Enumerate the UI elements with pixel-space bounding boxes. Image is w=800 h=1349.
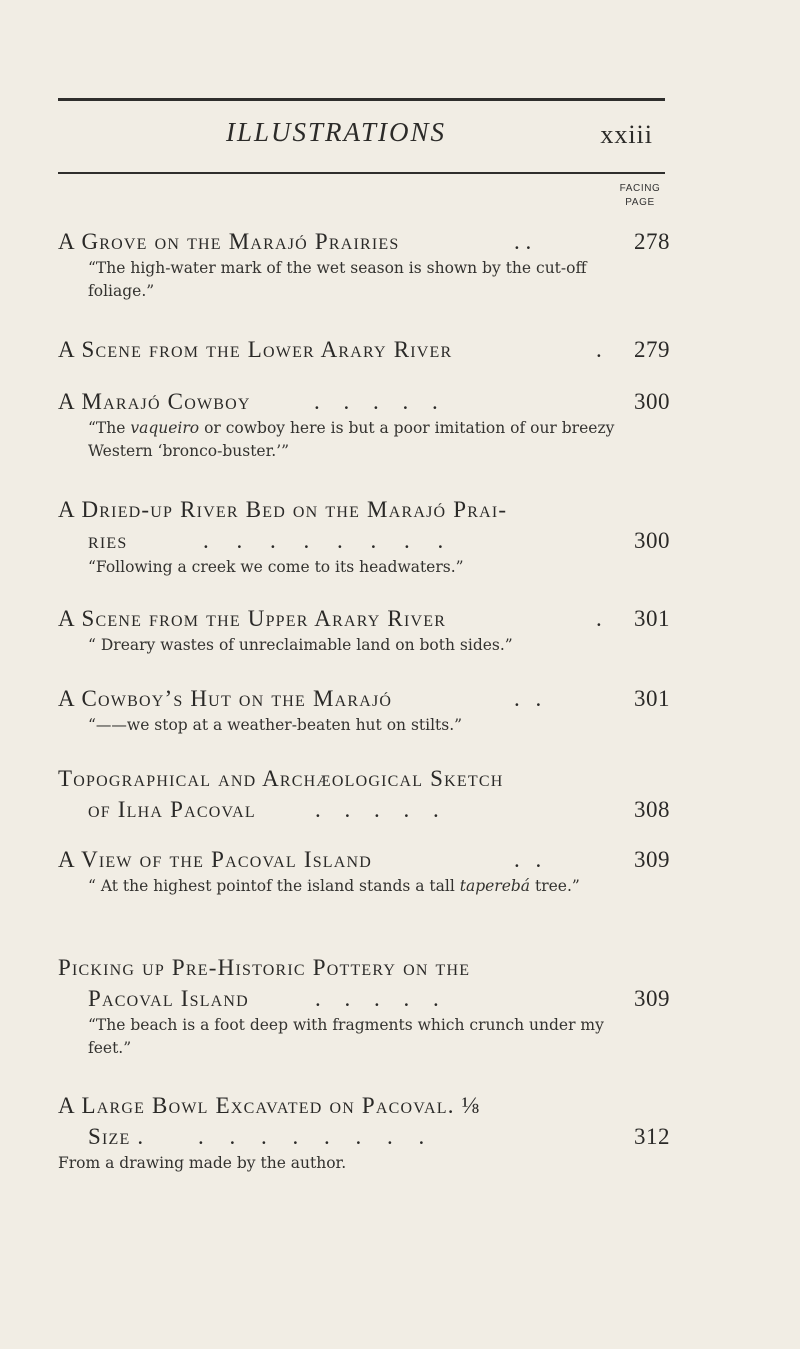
caption-text: or cowboy here is but a poor imitation of our breezy Western ‘bronco-buster.’”: [88, 419, 615, 460]
dot-leader: . .: [514, 229, 532, 254]
entry-title-cont: of Ilha Pacoval: [88, 797, 256, 822]
entry-title-line: [58, 494, 670, 525]
caption-italic: taperebá: [459, 877, 531, 895]
entry-title-line: [58, 525, 670, 556]
dot-leader: . . . . . . . .: [203, 528, 444, 553]
illustration-entry: [58, 763, 670, 825]
entry-title-cont: ries: [88, 528, 128, 553]
entry-title-line: [58, 603, 670, 634]
entry-title-cont: Pacoval Island: [88, 986, 249, 1011]
entry-caption: “The high-water mark of the wet season is shown by the cut-off foliage.”: [88, 259, 587, 300]
entry-title: A Scene from the Lower Arary River: [58, 337, 453, 362]
illustration-entry: [58, 334, 670, 365]
illustration-entry: [58, 386, 670, 463]
entry-title-line: [58, 386, 670, 417]
dot-leader: . . . . . . . .: [198, 1124, 425, 1149]
caption-italic: vaqueiro: [130, 419, 200, 437]
entry-page: 279: [634, 337, 670, 362]
dot-leader: .: [596, 337, 602, 362]
dot-leader: . . . . .: [315, 986, 439, 1011]
illustration-entry: [58, 603, 670, 657]
entry-title: A Grove on the Marajó Prairies: [58, 229, 400, 254]
caption-text: “ At the highest pointof the island stands a tall: [88, 877, 460, 895]
illustration-entry: [58, 844, 670, 898]
entry-page: 278: [634, 229, 670, 254]
running-head: ILLUSTRATIONS: [226, 117, 447, 147]
page-number: xxiii: [600, 120, 653, 149]
caption-text: “The: [88, 419, 131, 437]
illustration-entry: [58, 1090, 670, 1175]
entry-page: 301: [634, 686, 670, 711]
entry-title: Picking up Pre-Historic Pottery on the: [58, 955, 471, 980]
illustration-entry: [58, 952, 670, 1060]
dot-leader: . . . . .: [314, 389, 438, 414]
dot-leader: . .: [514, 686, 542, 711]
illustration-entry: [58, 494, 670, 579]
entry-page: 301: [634, 606, 670, 631]
entry-title-line: [58, 952, 670, 983]
caption-text: tree.”: [530, 877, 580, 895]
entry-title: A View of the Pacoval Island: [58, 847, 373, 872]
entry-caption: “ Dreary wastes of unreclaimable land on both sides.”: [88, 636, 513, 654]
facing-page-label: [612, 182, 668, 210]
entry-title-line: [58, 1090, 670, 1121]
entry-page: 309: [634, 986, 670, 1011]
illustration-entry: [58, 226, 670, 303]
entry-title: A Marajó Cowboy: [58, 389, 251, 414]
entry-page: 309: [634, 847, 670, 872]
entry-caption: “——we stop at a weather-beaten hut on stilts.”: [88, 716, 463, 734]
entry-caption: [88, 875, 650, 898]
facing-label-line1: FACING: [619, 183, 661, 194]
header-divider: [58, 172, 665, 174]
dot-leader: . .: [514, 847, 542, 872]
entry-title-cont: Size .: [88, 1124, 145, 1149]
entry-title: A Dried-up River Bed on the Marajó Prai-: [58, 497, 508, 522]
dot-leader: .: [596, 606, 602, 631]
entry-title-line: [58, 844, 670, 875]
entry-caption: From a drawing made by the author.: [58, 1154, 347, 1172]
entry-caption: “The beach is a foot deep with fragments which crunch under my feet.”: [88, 1016, 604, 1057]
entry-title-line: [58, 683, 670, 714]
entry-title: A Scene from the Upper Arary River: [58, 606, 447, 631]
entry-caption: [88, 417, 650, 463]
entry-title-line: [58, 226, 670, 257]
entry-title-line: [58, 1121, 670, 1152]
entry-title: Topographical and Archæological Sketch: [58, 766, 504, 791]
facing-label-line2: PAGE: [625, 197, 655, 208]
entry-caption: “Following a creek we come to its headwaters.”: [88, 558, 464, 576]
entry-page: 312: [634, 1124, 670, 1149]
dot-leader: . . . . .: [315, 797, 439, 822]
entry-page: 300: [634, 389, 670, 414]
entry-title: A Cowboy’s Hut on the Marajó: [58, 686, 393, 711]
illustration-entry: [58, 683, 670, 737]
entry-title-line: [58, 794, 670, 825]
entry-page: 308: [634, 797, 670, 822]
entry-title-line: [58, 983, 670, 1014]
entry-page: 300: [634, 528, 670, 553]
entry-title-line: [58, 334, 670, 365]
entry-title: A Large Bowl Excavated on Pacoval. ⅛: [58, 1093, 481, 1118]
entry-title-line: [58, 763, 670, 794]
header-rule: [58, 98, 665, 101]
